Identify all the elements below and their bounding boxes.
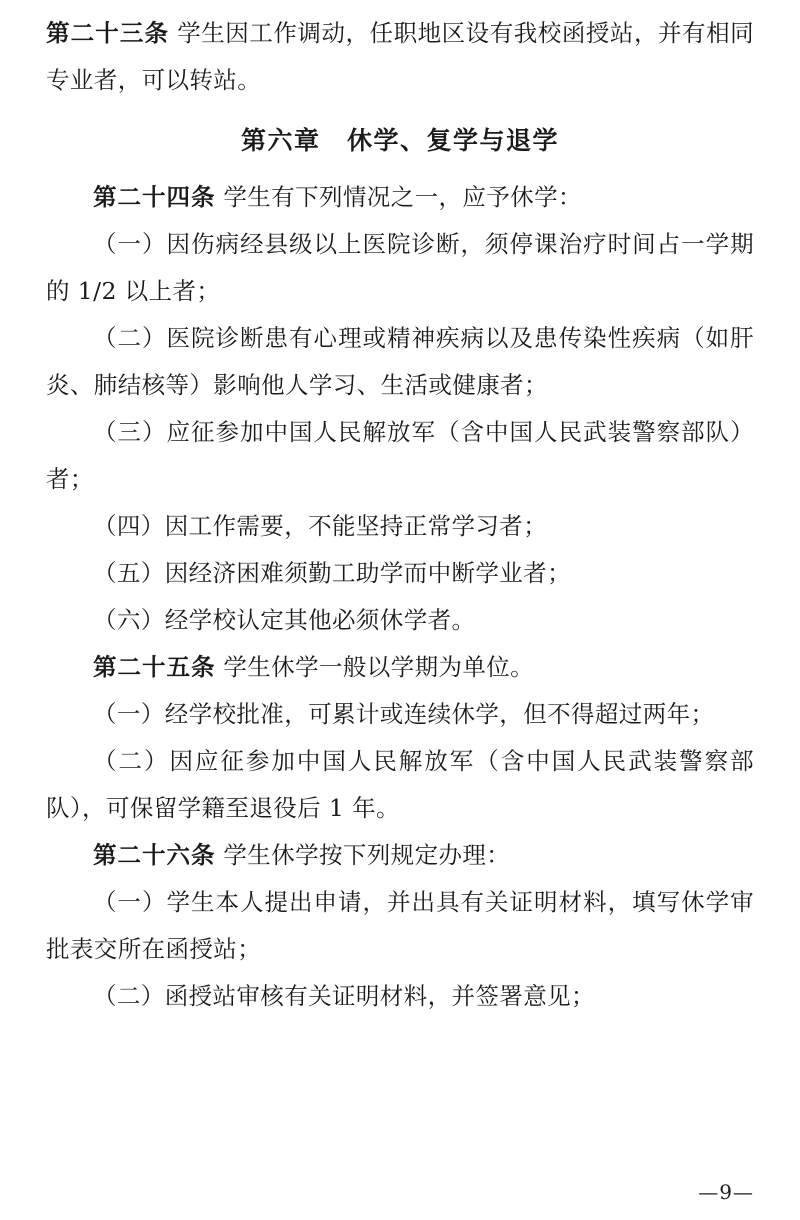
list-item: （二）函授站审核有关证明材料，并签署意见； [93, 982, 595, 1010]
article-label: 第二十四条 [93, 183, 216, 211]
article-label: 第二十三条 [46, 19, 170, 47]
article-paragraph [46, 644, 754, 691]
list-item: （六）经学校认定其他必须休学者。 [93, 606, 476, 634]
list-item: （四）因工作需要，不能坚持正常学习者； [93, 512, 548, 540]
article-paragraph [46, 832, 754, 879]
article-paragraph [46, 174, 754, 221]
chapter-heading: 第六章 休学、复学与退学 [240, 126, 559, 155]
list-item: （三）应征参加中国人民解放军（含中国人民武装警察部队）者； [46, 418, 754, 493]
article-text: 学生因工作调动，任职地区设有我校函授站，并有相同专业者，可以转站。 [46, 19, 755, 94]
list-item: （二）医院诊断患有心理或精神疾病以及患传染性疾病（如肝炎、肺结核等）影响他人学习、生活或健康者； [46, 324, 754, 399]
article-text: 学生有下列情况之一，应予休学： [223, 183, 582, 211]
list-item: （二）因应征参加中国人民解放军（含中国人民武装警察部队），可保留学籍至退役后 1 年。 [46, 747, 754, 822]
list-item: （一）学生本人提出申请，并出具有关证明材料，填写休学审批表交所在函授站； [46, 888, 754, 963]
article-paragraph [46, 10, 754, 104]
article-label: 第二十六条 [93, 841, 216, 869]
list-item: （一）因伤病经县级以上医院诊断，须停课治疗时间占一学期的 1/2 以上者； [46, 230, 754, 305]
article-text: 学生休学一般以学期为单位。 [223, 653, 535, 681]
list-item: （五）因经济困难须勤工助学而中断学业者； [93, 559, 571, 587]
page-number: —9— [698, 1180, 754, 1204]
article-text: 学生休学按下列规定办理： [223, 841, 511, 869]
list-item: （一）经学校批准，可累计或连续休学，但不得超过两年； [93, 700, 715, 728]
article-label: 第二十五条 [93, 653, 216, 681]
